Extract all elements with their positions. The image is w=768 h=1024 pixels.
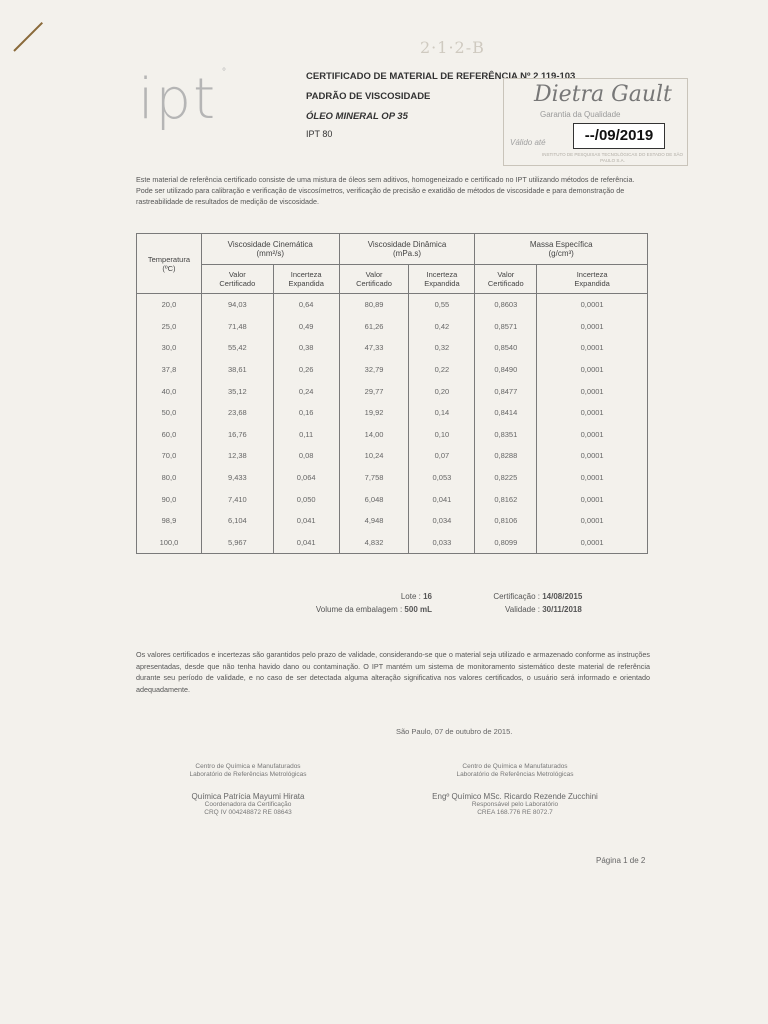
subheader-uncertainty: Incerteza Expandida <box>273 265 339 294</box>
signatory-right <box>400 763 630 817</box>
table-cell: 0,16 <box>273 402 339 424</box>
subheader-uncertainty: Incerteza Expandida <box>409 265 475 294</box>
table-cell: 71,48 <box>201 316 273 338</box>
validity-value: 30/11/2018 <box>542 605 582 614</box>
table-cell: 0,8288 <box>475 445 537 467</box>
table-cell: 0,8571 <box>475 316 537 338</box>
intro-paragraph: Este material de referência certificado consiste de uma mistura de óleos sem aditivos, homogeneizado e certificado no IPT utilizando métodos de referência. Pode ser utilizado para calibração e verificação de viscosímetros, verificação de precisão e exatidão de métodos de viscosidade e para demonstração de rastreabilidade de resultados de medição de viscosidade. <box>136 175 635 206</box>
table-cell: 0,0001 <box>537 402 648 424</box>
table-cell: 80,0 <box>137 467 202 489</box>
table-cell: 0,24 <box>273 380 339 402</box>
table-cell: 60,0 <box>137 424 202 446</box>
table-cell: 61,26 <box>339 316 409 338</box>
table-cell: 0,8540 <box>475 337 537 359</box>
table-row <box>137 402 648 424</box>
table-cell: 0,8414 <box>475 402 537 424</box>
table-cell: 0,0001 <box>537 337 648 359</box>
table-cell: 20,0 <box>137 294 202 316</box>
table-row <box>137 359 648 381</box>
table-cell: 0,8106 <box>475 510 537 532</box>
lote-value: 16 <box>423 592 432 601</box>
table-cell: 0,0001 <box>537 359 648 381</box>
table-cell: 0,20 <box>409 380 475 402</box>
product-code: IPT 80 <box>306 129 333 139</box>
table-row <box>137 510 648 532</box>
table-cell: 0,32 <box>409 337 475 359</box>
table-cell: 0,041 <box>273 532 339 554</box>
table-cell: 0,26 <box>273 359 339 381</box>
cert-value: 14/08/2015 <box>542 592 583 601</box>
validity-date-box: --/09/2019 <box>573 123 665 149</box>
table-cell: 30,0 <box>137 337 202 359</box>
table-cell: 9,433 <box>201 467 273 489</box>
header-dynamic: Viscosidade Dinâmica (mPa.s) <box>339 234 475 265</box>
table-cell: 10,24 <box>339 445 409 467</box>
table-cell: 5,967 <box>201 532 273 554</box>
signatory-reg: CREA 168.776 RE 8072.7 <box>477 809 553 816</box>
header-density: Massa Específica (g/cm³) <box>475 234 648 265</box>
table-cell: 0,050 <box>273 488 339 510</box>
table-cell: 100,0 <box>137 532 202 554</box>
table-cell: 0,14 <box>409 402 475 424</box>
subheader-value: Valor Certificado <box>475 265 537 294</box>
table-cell: 0,0001 <box>537 488 648 510</box>
header-temperature: Temperatura (ºC) <box>137 234 202 294</box>
table-cell: 0,55 <box>409 294 475 316</box>
table-cell: 0,0001 <box>537 294 648 316</box>
table-cell: 12,38 <box>201 445 273 467</box>
header-kinematic: Viscosidade Cinemática (mm²/s) <box>201 234 339 265</box>
table-cell: 90,0 <box>137 488 202 510</box>
table-row <box>137 488 648 510</box>
subheader-value: Valor Certificado <box>339 265 409 294</box>
table-cell: 47,33 <box>339 337 409 359</box>
table-cell: 70,0 <box>137 445 202 467</box>
table-cell: 0,0001 <box>537 316 648 338</box>
signatory-dept: Centro de Química e Manufaturados <box>462 763 568 770</box>
place-date: São Paulo, 07 de outubro de 2015. <box>396 727 513 736</box>
table-cell: 98,9 <box>137 510 202 532</box>
table-cell: 29,77 <box>339 380 409 402</box>
table-cell: 37,8 <box>137 359 202 381</box>
stamp-signature: Dietra Gault <box>534 82 672 107</box>
table-row <box>137 337 648 359</box>
table-cell: 0,11 <box>273 424 339 446</box>
table-cell: 0,0001 <box>537 424 648 446</box>
table-cell: 16,76 <box>201 424 273 446</box>
table-cell: 0,0001 <box>537 445 648 467</box>
table-cell: 0,38 <box>273 337 339 359</box>
table-cell: 0,0001 <box>537 532 648 554</box>
table-cell: 50,0 <box>137 402 202 424</box>
stamp-validity-label: Válido até <box>510 138 546 147</box>
signatory-name: Química Patrícia Mayumi Hirata <box>191 792 305 801</box>
stamp-institution: INSTITUTO DE PESQUISAS TECNOLÓGICAS DO ESTADO DE SÃO PAULO S.A. <box>541 152 684 163</box>
signatory-left <box>168 763 328 817</box>
table-cell: 40,0 <box>137 380 202 402</box>
table-cell: 38,61 <box>201 359 273 381</box>
table-cell: 7,758 <box>339 467 409 489</box>
batch-right <box>440 590 590 616</box>
volume-value: 500 mL <box>404 605 432 614</box>
cert-label: Certificação : <box>493 592 540 601</box>
table-cell: 0,033 <box>409 532 475 554</box>
lote-label: Lote : <box>400 592 421 601</box>
signatory-role: Coordenadora da Certificação <box>204 801 292 808</box>
table-cell: 0,10 <box>409 424 475 446</box>
table-cell: 0,08 <box>273 445 339 467</box>
table-cell: 0,0001 <box>537 510 648 532</box>
logo-mark-icon: ° <box>222 67 226 78</box>
table-row <box>137 467 648 489</box>
table-cell: 0,8603 <box>475 294 537 316</box>
table-cell: 0,0001 <box>537 467 648 489</box>
signatory-role: Responsável pelo Laboratório <box>471 801 559 808</box>
table-row <box>137 424 648 446</box>
table-cell: 0,8477 <box>475 380 537 402</box>
batch-left <box>232 590 432 616</box>
table-cell: 25,0 <box>137 316 202 338</box>
subheader-value: Valor Certificado <box>201 265 273 294</box>
pen-mark <box>13 22 43 52</box>
signatory-reg: CRQ IV 004248872 RE 08643 <box>204 809 292 816</box>
table-cell: 14,00 <box>339 424 409 446</box>
table-cell: 6,104 <box>201 510 273 532</box>
table-cell: 0,22 <box>409 359 475 381</box>
table-row <box>137 294 648 316</box>
handwritten-note: 2·1·2-B <box>420 38 485 57</box>
table-cell: 0,0001 <box>537 380 648 402</box>
table-cell: 0,8225 <box>475 467 537 489</box>
table-row <box>137 445 648 467</box>
table-cell: 0,8099 <box>475 532 537 554</box>
page-number: Página 1 de 2 <box>596 856 646 865</box>
table-cell: 23,68 <box>201 402 273 424</box>
table-cell: 80,89 <box>339 294 409 316</box>
table-cell: 0,064 <box>273 467 339 489</box>
table-cell: 0,034 <box>409 510 475 532</box>
certificate-title: CERTIFICADO DE MATERIAL DE REFERÊNCIA Nº 2 119-103 <box>306 71 576 82</box>
table-cell: 4,832 <box>339 532 409 554</box>
table-cell: 6,048 <box>339 488 409 510</box>
table-cell: 7,410 <box>201 488 273 510</box>
table-cell: 0,64 <box>273 294 339 316</box>
subheader-uncertainty: Incerteza Expandida <box>537 265 648 294</box>
table-cell: 0,49 <box>273 316 339 338</box>
table-cell: 0,07 <box>409 445 475 467</box>
table-cell: 94,03 <box>201 294 273 316</box>
table-cell: 4,948 <box>339 510 409 532</box>
signatory-name: Engº Químico MSc. Ricardo Rezende Zucchini <box>432 792 598 801</box>
certificate-subtitle: PADRÃO DE VISCOSIDADE <box>306 91 431 102</box>
table-cell: 0,8351 <box>475 424 537 446</box>
volume-label: Volume da embalagem : <box>315 605 403 614</box>
viscosity-table <box>136 233 648 554</box>
signatory-lab: Laboratório de Referências Metrológicas <box>456 771 574 778</box>
table-row <box>137 532 648 554</box>
product-name: ÓLEO MINERAL OP 35 <box>306 111 408 122</box>
table-cell: 0,041 <box>273 510 339 532</box>
stamp-role: Garantia da Qualidade <box>540 110 621 119</box>
validity-note: Os valores certificados e incertezas são garantidos pelo prazo de validade, considerando-se que o material seja utilizado e armazenado conforme as instruções apresentadas, desde que não tenha havido dano ou contaminação. O IPT mantém um sistema de monitoramento sistemático deste material de referência durante seu período de validade, e no caso de ser detectada alguma alteração significativa nos valores certificados, o usuário será informado e orientado adequadamente. <box>136 650 650 694</box>
table-cell: 0,42 <box>409 316 475 338</box>
table-cell: 35,12 <box>201 380 273 402</box>
table-cell: 19,92 <box>339 402 409 424</box>
table-row <box>137 316 648 338</box>
table-cell: 55,42 <box>201 337 273 359</box>
table-cell: 0,8490 <box>475 359 537 381</box>
signatory-lab: Laboratório de Referências Metrológicas <box>189 771 307 778</box>
signatory-dept: Centro de Química e Manufaturados <box>195 763 301 770</box>
validity-label: Validade : <box>505 605 540 614</box>
table-cell: 0,053 <box>409 467 475 489</box>
table-cell: 0,8162 <box>475 488 537 510</box>
table-row <box>137 380 648 402</box>
table-cell: 0,041 <box>409 488 475 510</box>
table-cell: 32,79 <box>339 359 409 381</box>
ipt-logo: ipt <box>138 67 218 132</box>
